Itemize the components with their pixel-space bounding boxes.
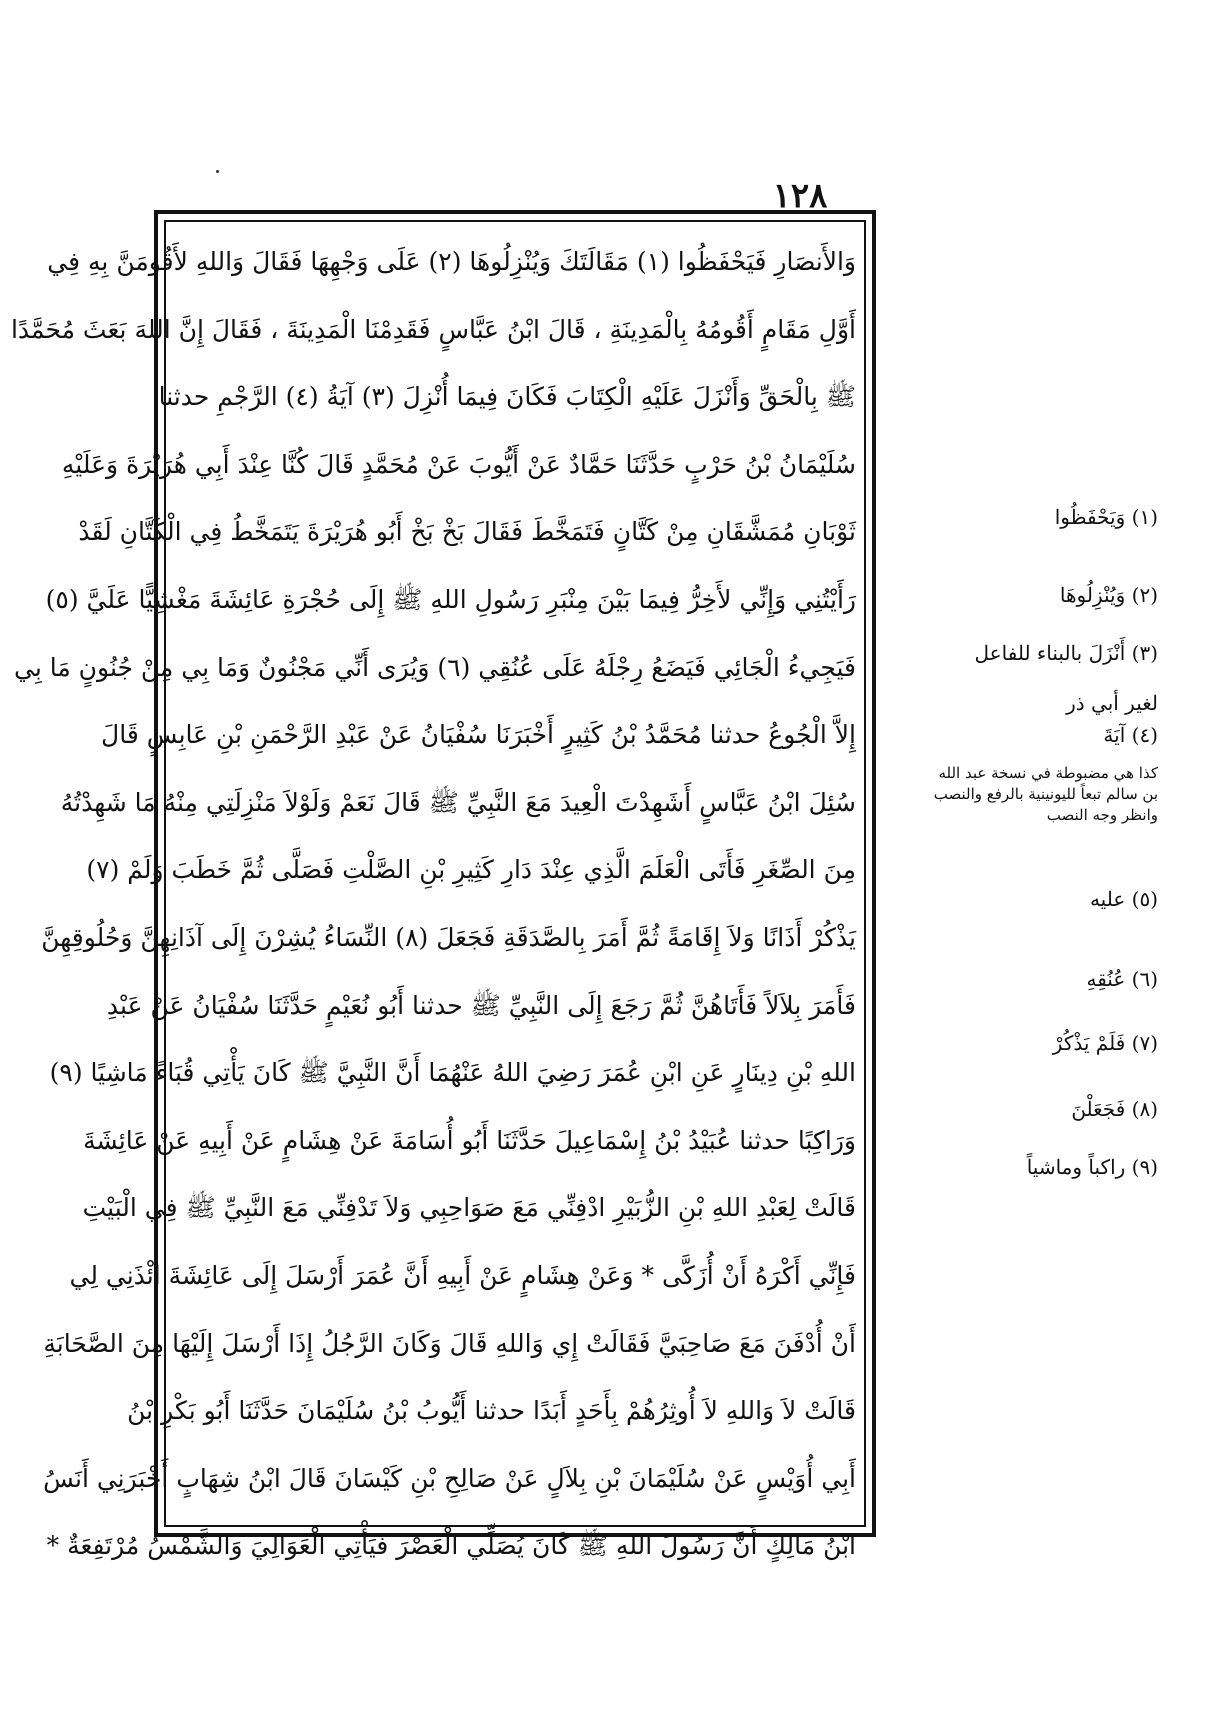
- margin-note: (٧) فَلَمْ يَذْكُرْ: [1052, 1031, 1158, 1055]
- main-text: [10, 228, 856, 1580]
- margin-note: (٦) عُنُقِهِ: [1086, 967, 1158, 991]
- text-line: ﷺ بِالْحَقِّ وَأَنْزَلَ عَلَيْهِ الْكِتَابَ فَكَانَ فِيمَا أُنْزِلَ (٣) آيَةُ (٤) الرَّجْمِ حدثنا: [158, 382, 856, 412]
- text-line: وَرَاكِبًا حدثنا عُبَيْدُ بْنُ إِسْمَاعِيلَ حَدَّثَنَا أَبُو أُسَامَةَ عَنْ هِشَامٍ عَنْ أَبِيهِ عَنْ عَائِشَةَ: [83, 1125, 856, 1155]
- text-line: مِنَ الصِّغَرِ فَأَتَى الْعَلَمَ الَّذِي عِنْدَ دَارِ كَثِيرِ بْنِ الصَّلْتِ فَصَلَّى ثُمَّ خَطَبَ وَلَمْ (٧): [86, 855, 856, 885]
- margin-note: (٨) فَجَعَلْنَ: [1071, 1097, 1158, 1121]
- text-line: ابْنُ مَالِكٍ أَنَّ رَسُولَ اللهِ ﷺ كَانَ يُصَلِّي الْعَصْرَ فَيَأْتِي الْعَوَالِيَ وَالشَّمْسُ مُرْتَفِعَةٌ *: [46, 1531, 856, 1561]
- text-line: رَأَيْتُنِي وَإِنِّي لأَخِرُّ فِيمَا بَيْنَ مِنْبَرِ رَسُولِ اللهِ ﷺ إِلَى حُجْرَةِ عَائِشَةَ مَغْشِيًّا عَلَيَّ (٥): [45, 584, 856, 614]
- margin-note: (٩) راكباً وماشياً: [1026, 1155, 1158, 1179]
- text-line: أَبِي أُوَيْسٍ عَنْ سُلَيْمَانَ بْنِ بِلاَلٍ عَنْ صَالِحِ بْنِ كَيْسَانَ قَالَ ابْنُ شِهَابٍ أَخْبَرَنِي أَنَسُ: [43, 1463, 856, 1493]
- margin-note: (٣) أَنْزَلَ بالبناء للفاعل: [974, 641, 1158, 665]
- text-line: فَيَجِيءُ الْجَائِي فَيَضَعُ رِجْلَهُ عَلَى عُنُقِي (٦) وَيُرَى أَنِّي مَجْنُونٌ وَمَا بِي مِنْ جُنُونٍ مَا بِي: [13, 652, 856, 682]
- page-number: ١٢٨: [772, 176, 828, 216]
- text-line: سُلَيْمَانُ بْنُ حَرْبٍ حَدَّثَنَا حَمَّادٌ عَنْ أَيُّوبَ عَنْ مُحَمَّدٍ قَالَ كُنَّا عِنْدَ أَبِي هُرَيْرَةَ وَعَلَيْهِ: [61, 449, 856, 479]
- margin-note: (١) وَيَحْفَظُوا: [1054, 505, 1158, 529]
- text-line: ثَوْبَانِ مُمَشَّقَانِ مِنْ كَتَّانٍ فَتَمَخَّطَ فَقَالَ بَخْ بَخْ أَبُو هُرَيْرَةَ يَتَمَخَّطُ فِي الْكَتَّانِ لَقَدْ: [78, 517, 856, 547]
- text-line: فَإِنِّي أَكْرَهُ أَنْ أُزَكَّى * وَعَنْ هِشَامٍ عَنْ أَبِيهِ أَنَّ عُمَرَ أَرْسَلَ إِلَى عَائِشَةَ ائْذَنِي لِي: [69, 1260, 856, 1290]
- text-line: إِلاَّ الْجُوعُ حدثنا مُحَمَّدُ بْنُ كَثِيرٍ أَخْبَرَنَا سُفْيَانُ عَنْ عَبْدِ الرَّحْمَنِ بْنِ عَابِسٍ قَالَ: [101, 720, 856, 750]
- stray-dot: [216, 170, 219, 173]
- text-line: فَأَمَرَ بِلاَلاً فَأَتَاهُنَّ ثُمَّ رَجَعَ إِلَى النَّبِيِّ ﷺ حدثنا أَبُو نُعَيْمٍ حَدَّثَنَا سُفْيَانُ عَنْ عَبْدِ: [106, 990, 856, 1020]
- margin-note: (٤) آيَةَ: [1103, 723, 1158, 747]
- text-line: وَالأَنصَارِ فَيَحْفَظُوا (١) مَقَالَتَكَ وَيُنْزِلُوهَا (٢) عَلَى وَجْهِهَا فَقَالَ وَاللهِ لأَقُومَنَّ بِهِ فِي: [47, 247, 856, 276]
- margin-note: لغير أبي ذر: [1066, 691, 1158, 715]
- margin-note: (٥) عليه: [1089, 887, 1158, 911]
- margin-note: (٢) وَيُنْزِلُوهَا: [1059, 583, 1158, 607]
- text-line: اللهِ بْنِ دِينَارٍ عَنِ ابْنِ عُمَرَ رَضِيَ اللهُ عَنْهُمَا أَنَّ النَّبِيَّ ﷺ كَانَ يَأْتِي قُبَاءً مَاشِيًا (٩): [49, 1058, 856, 1088]
- text-line: أَنْ أُدْفَنَ مَعَ صَاحِبَيَّ فَقَالَتْ إِي وَاللهِ قَالَ وَكَانَ الرَّجُلُ إِذَا أَرْسَلَ إِلَيْهَا مِنَ الصَّحَابَةِ: [43, 1328, 856, 1358]
- text-line: قَالَتْ لاَ وَاللهِ لاَ أُوثِرُهُمْ بِأَحَدٍ أَبَدًا حدثنا أَيُّوبُ بْنُ سُلَيْمَانَ حَدَّثَنَا أَبُو بَكْرِ بْنُ: [127, 1396, 856, 1426]
- margin-note: كذا هي مضبوطة في نسخة عبد الله بن سالم تبعاً لليونينية بالرفع والنصب وانظر وجه النصب: [933, 764, 1158, 824]
- text-frame: [10, 210, 876, 1561]
- text-line: قَالَتْ لِعَبْدِ اللهِ بْنِ الزُّبَيْرِ ادْفِنِّي مَعَ صَوَاحِبِي وَلاَ تَدْفِنِّي مَعَ النَّبِيِّ ﷺ فِي الْبَيْتِ: [82, 1193, 856, 1223]
- text-line: يَذْكُرْ أَذَانًا وَلاَ إِقَامَةً ثُمَّ أَمَرَ بِالصَّدَقَةِ فَجَعَلَ (٨) النِّسَاءُ يُشِرْنَ إِلَى آذَانِهِنَّ وَحُلُوقِهِنَّ: [41, 922, 856, 952]
- text-line: سُئِلَ ابْنُ عَبَّاسٍ أَشَهِدْتَ الْعِيدَ مَعَ النَّبِيِّ ﷺ قَالَ نَعَمْ وَلَوْلاَ مَنْزِلَتِي مِنْهُ مَا شَهِدْتُهُ: [60, 787, 856, 817]
- text-line: أَوَّلِ مَقَامٍ أَقُومُهُ بِالْمَدِينَةِ ، قَالَ ابْنُ عَبَّاسٍ فَقَدِمْنَا الْمَدِينَةَ ، فَقَالَ إِنَّ اللهَ بَعَثَ مُحَمَّدًا: [10, 314, 856, 344]
